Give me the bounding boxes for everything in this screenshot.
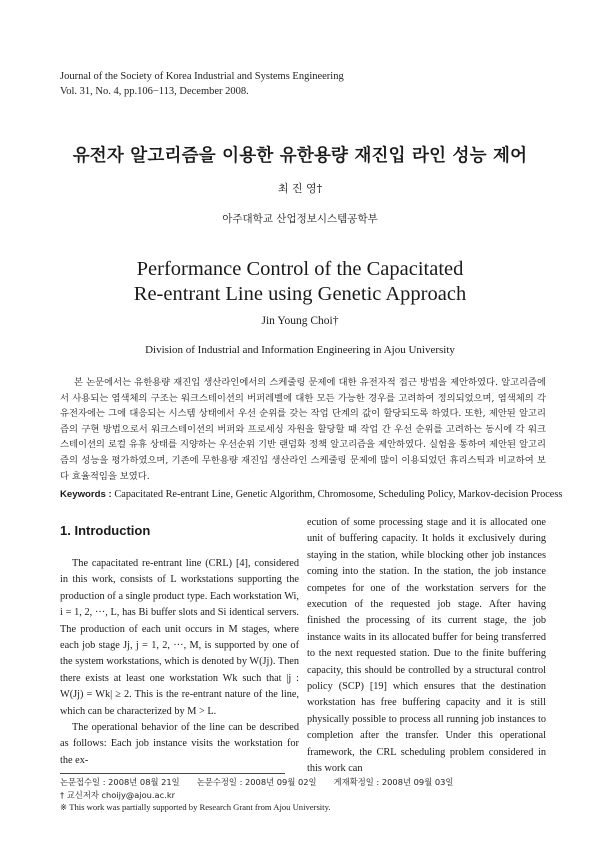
korean-author: 최 진 영†	[277, 182, 323, 195]
english-title	[0, 257, 600, 307]
intro-paragraph-1: The capacitated re-entrant line (CRL) [4], considered in this work, consists of L workstations supporting the production of a single product type. Each workstation Wi, i = 1, 2, ···, L, has Bi buffer slots and Si identical servers. The production of each unit occurs in M stages, where each job stage Jj, j = 1, 2, ···, M, is supported by one of the system workstations, which is denoted by W(Jj). Then there exists at least one workstation Wk such that |j : W(Jj) = Wk| ≥ 2. This is the re-entrant nature of the line, which can be characterized by M > L.	[60, 558, 299, 717]
intro-paragraph-2: The operational behavior of the line can be described as follows: Each job instance visits the workstation for the ex-	[60, 722, 299, 766]
korean-title: 유전자 알고리즘을 이용한 유한용량 재진입 라인 성능 제어	[72, 146, 528, 166]
corresponding-author: † 교신저자 choijy@ajou.ac.kr	[60, 789, 176, 800]
keywords-label: Keywords :	[60, 489, 112, 500]
footnote-divider	[60, 773, 285, 774]
footnote-dates	[60, 776, 468, 789]
section-heading: 1. Introduction	[60, 523, 151, 538]
journal-header	[60, 69, 344, 99]
keywords	[60, 489, 562, 500]
accepted-date: 게재확정일 : 2008년 09월 03일	[333, 777, 454, 787]
english-author: Jin Young Choi†	[261, 315, 339, 327]
received-date: 논문접수일 : 2008년 08월 21일	[60, 777, 180, 787]
english-title-line2: Re-entrant Line using Genetic Approach	[133, 283, 467, 305]
keywords-values: Capacitated Re-entrant Line, Genetic Algorithm, Chromosome, Scheduling Policy, Markov-decision Process	[114, 489, 563, 500]
right-column	[307, 515, 546, 778]
korean-affiliation: 아주대학교 산업정보시스템공학부	[222, 213, 378, 225]
abstract: 본 논문에서는 유한용량 재진입 생산라인에서의 스케줄링 문제에 대한 유전자적 접근 방법을 제안하였다. 알고리즘에서 사용되는 염색체의 구조는 워크스테이션의 버퍼레벨에 대한 모든 가능한 경우를 고려하여 정의되었으며, 염색체의 각 유전자에는 그에 대응되는 시스템 상태에서 우선 순위를 갖는 작업 단계의 값이 할당되도록 하였다. 또한, 제안된 알고리즘의 구현 방법으로서 워크스테이션의 버퍼와 프로세싱 자원을 할당할 때 작업 간 우선 순위를 고려하는 동시에 각 워크스테이션의 로컬 유휴 상태를 지양하는 우선순위 기반 랜덤화 정책 알고리즘을 제안하였다. 실험을 통하여 제안된 알고리즘의 성능을 평가하였으며, 기존에 무한용량 재진입 생산라인 스케줄링 문제에 많이 이용되었던 휴리스틱과 비교하여 보다 효율적임을 보였다.	[60, 377, 546, 482]
journal-name: Journal of the Society of Korea Industrial and Systems Engineering	[60, 71, 344, 82]
left-column	[60, 556, 299, 769]
english-affiliation: Division of Industrial and Information Engineering in Ajou University	[145, 344, 455, 356]
journal-volume: Vol. 31, No. 4, pp.106−113, December 2008.	[60, 86, 249, 97]
funding-note: ※ This work was partially supported by Research Grant from Ajou University.	[60, 802, 331, 812]
revised-date: 논문수정일 : 2008년 09월 02일	[196, 777, 317, 787]
footnotes	[60, 776, 468, 814]
intro-paragraph-continued: ecution of some processing stage and it is allocated one unit of buffering capacity. It holds it exclusively during staying in the station, while blocking other job instances coming into the station. In the station, the job instance competes for one of the workstation servers for the execution of the requested job stage. After having finished the processing of its current stage, the job instance waits in its allocated buffer for being transferred to the next requested station. Due to the finite buffering capacity, this should be controlled by a structural control policy (SCP) [19] which ensures that the destination workstation has free buffering capacity and it is still physically possible to process all running job instances to completion after the transfer. Under this operational framework, the CRL scheduling problem considered in this work can	[307, 517, 546, 775]
english-title-line1: Performance Control of the Capacitated	[136, 258, 464, 280]
